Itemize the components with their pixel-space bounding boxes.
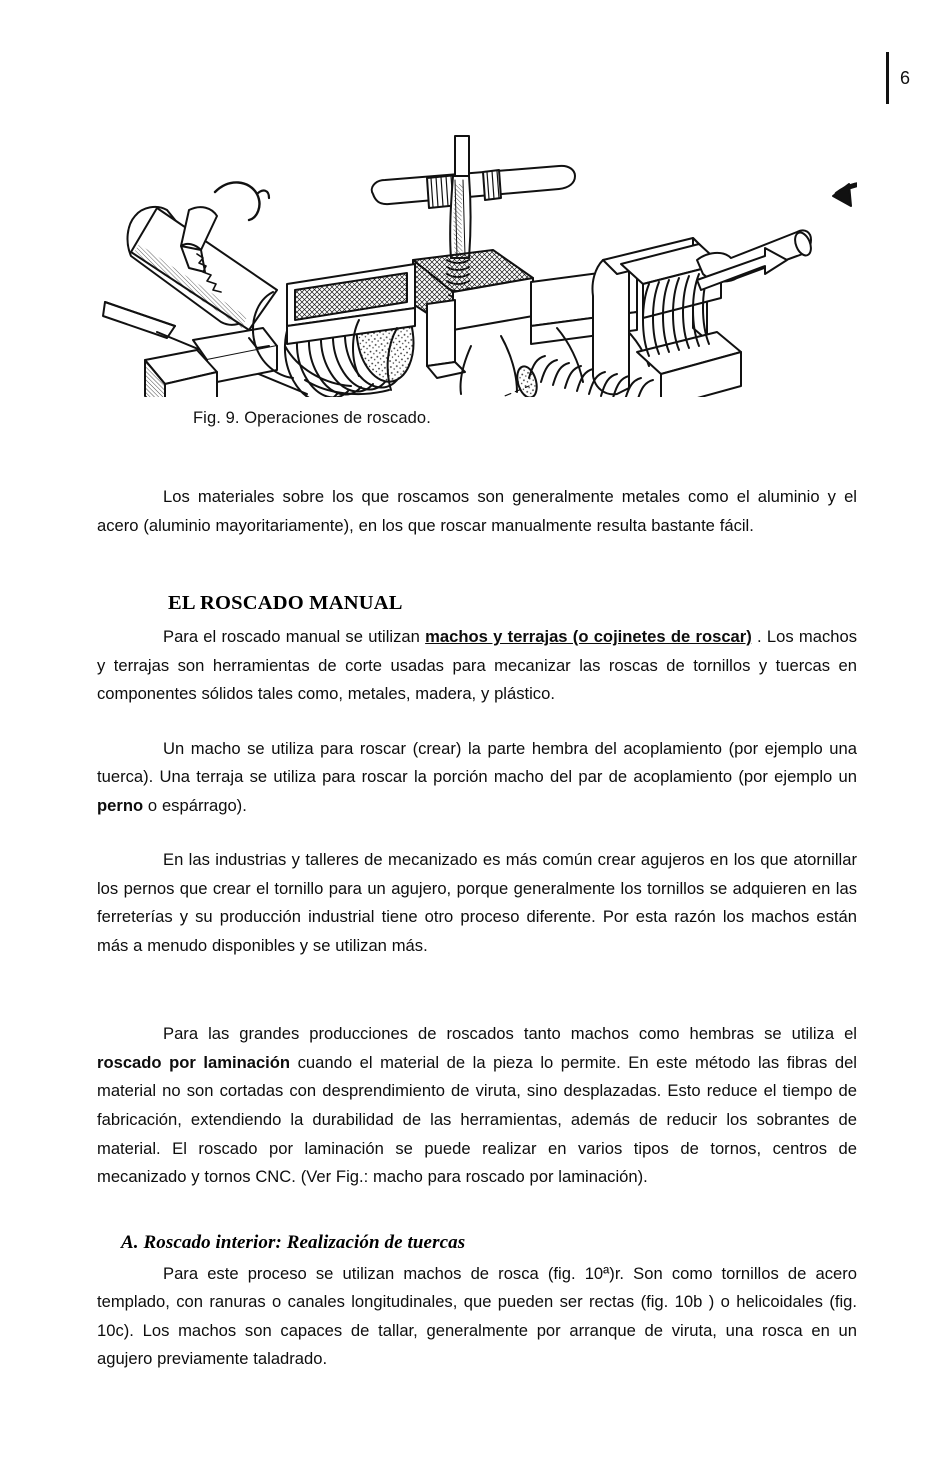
emphasis-machos-terrajas: machos y terrajas (o cojinetes de roscar) [425,627,752,647]
spacer [97,986,857,1020]
paragraph-text-before: Un macho se utiliza para roscar (crear) la parte hembra del acoplamiento (por ejemplo una tuerca). Una terraja se utiliza para roscar la porción macho del par de acoplamiento (por ejemplo un [97,738,857,787]
paragraph-text-after: o espárrago). [143,795,247,815]
page-number: 6 [900,68,911,88]
section-heading-roscado-manual: EL ROSCADO MANUAL [168,592,403,615]
paragraph-materiales: Los materiales sobre los que roscamos son generalmente metales como el aluminio y el acero (aluminio mayoritariamente), en los que roscar manualmente resulta bastante fácil. [97,487,857,535]
page-number-header [886,52,910,104]
paragraph-text-after: . Los machos y terrajas son herramientas de corte usadas para mecanizar las roscas de tornillos y tuercas en componentes sólidos tales como, metales, madera, y plástico. [97,627,858,704]
page-number-rule [886,52,889,104]
paragraph-machos-rosca: Para este proceso se utilizan machos de rosca (fig. 10ª)r. Son como tornillos de acero templado, con ranuras o canales longitudinales, que pueden ser rectas (fig. 10b ) o helicoidales (fig. 10c). Los machos son capaces de tallar, generalmente por arranque de viruta, una rosca en un agujero previamente taladrado. [97,1263,857,1369]
figure-9 [97,132,857,428]
paragraph-text-before: Para las grandes producciones de roscados tanto machos como hembras se utiliza el [163,1024,857,1044]
paragraph-roscado-manual [97,623,857,709]
paragraph-text-after: cuando el material de la pieza lo permite. En este método las fibras del material no son cortadas con desprendimiento de viruta, sino desplazadas. Esto reduce el tiempo de fabricación, extendiendo la durabilidad de las herramientas, además de reducir los sobrantes de material. El roscado por laminación se puede realizar en varios tipos de tornos, centros de mecanizado y tornos CNC. (Ver Fig.: macho para roscado por laminación). [97,1052,857,1187]
emphasis-perno: perno [97,795,144,815]
tap-wrench-illustration [253,136,649,394]
figure-caption: Fig. 9. Operaciones de roscado. [193,409,431,427]
subsection-heading-roscado-interior: A. Roscado interior: Realización de tuercas [121,1231,466,1253]
paragraph-macho-terraja [97,735,857,821]
paragraph-laminacion [97,1020,857,1191]
spacer [97,566,857,592]
paragraph-industrias-talleres: En las industrias y talleres de mecanizado es más común crear agujeros en los que atornillar los pernos que crear el tornillo para un agujero, porque generalmente los tornillos se adquieren en las ferreterías y su producción industrial tiene otro proceso diferente. Por esta razón los machos están más a menudo disponibles y se utilizan más. [97,850,857,955]
emphasis-roscado-laminacion: roscado por laminación [97,1052,291,1072]
paragraph-text-before: Para el roscado manual se utilizan [163,627,426,647]
document-body [97,483,857,1400]
spacer [97,1218,857,1232]
figure-illustrations [97,132,857,397]
